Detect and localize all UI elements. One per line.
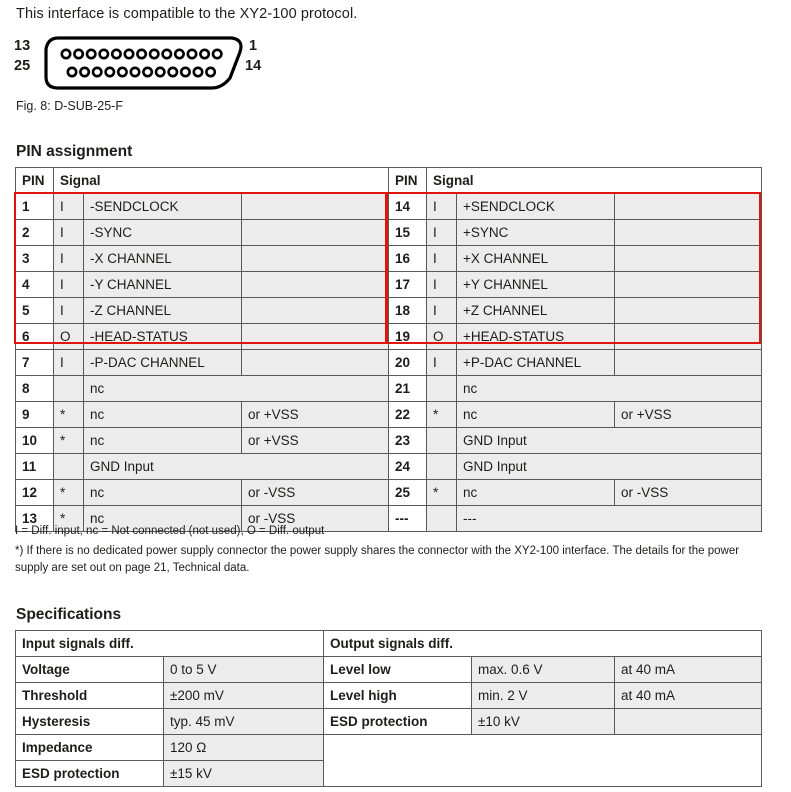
signal-name-right: +P-DAC CHANNEL — [457, 350, 615, 376]
pin-number-left: 6 — [16, 324, 54, 350]
signal-direction-left — [54, 376, 84, 402]
footnote-legend: I = Diff. input, nc = Not connected (not used), O = Diff. output — [15, 525, 325, 537]
signal-alternate-right — [615, 246, 762, 272]
signal-direction-left: I — [54, 350, 84, 376]
pin-table-row — [16, 246, 762, 272]
pin-table-row — [16, 376, 762, 402]
signal-direction-right — [427, 376, 457, 402]
spec-input-value: 0 to 5 V — [164, 657, 324, 683]
spec-table-row — [16, 735, 762, 761]
signal-name-right: GND Input — [457, 428, 762, 454]
connector-label-top-left: 13 — [14, 38, 31, 54]
signal-direction-left: * — [54, 402, 84, 428]
pin-table-header-row — [16, 168, 762, 194]
pin-number-right: 22 — [389, 402, 427, 428]
signal-alternate-right — [615, 220, 762, 246]
spec-output-label: Level high — [324, 683, 472, 709]
spec-input-label: Hysteresis — [16, 709, 164, 735]
spec-output-value: min. 2 V — [472, 683, 615, 709]
spec-output-empty — [324, 735, 762, 761]
pin-number-left: 9 — [16, 402, 54, 428]
pin-table-row — [16, 194, 762, 220]
pin-number-right: 25 — [389, 480, 427, 506]
signal-direction-left — [54, 454, 84, 480]
signal-name-left: nc — [84, 402, 242, 428]
signal-alternate-right — [615, 324, 762, 350]
signal-direction-right: I — [427, 272, 457, 298]
signal-direction-left: * — [54, 506, 84, 532]
signal-name-left: nc — [84, 428, 242, 454]
signal-alternate-left: or -VSS — [242, 480, 389, 506]
pin-table-row — [16, 428, 762, 454]
pin-table-row — [16, 298, 762, 324]
signal-alternate-right — [615, 194, 762, 220]
signal-alternate-right: or +VSS — [615, 402, 762, 428]
spec-input-label: Threshold — [16, 683, 164, 709]
pin-number-left: 2 — [16, 220, 54, 246]
signal-name-left: nc — [84, 506, 242, 532]
connector-label-bottom-right: 14 — [245, 58, 262, 74]
signal-direction-left: * — [54, 480, 84, 506]
header-signal-left: Signal — [54, 168, 389, 194]
pin-number-left: 13 — [16, 506, 54, 532]
signal-name-left: -SENDCLOCK — [84, 194, 242, 220]
signal-name-right: GND Input — [457, 454, 762, 480]
header-pin-left: PIN — [16, 168, 54, 194]
signal-alternate-left — [242, 194, 389, 220]
signal-name-left: -SYNC — [84, 220, 242, 246]
pin-table-row — [16, 324, 762, 350]
pin-number-right: 14 — [389, 194, 427, 220]
spec-input-value: ±15 kV — [164, 761, 324, 787]
output-group-header: Output signals diff. — [324, 631, 762, 657]
dsub-connector-figure — [14, 36, 274, 94]
signal-name-right: --- — [457, 506, 762, 532]
pin-assignment-table — [15, 167, 762, 532]
signal-alternate-left: or -VSS — [242, 506, 389, 532]
pin-assignment-heading: PIN assignment — [16, 143, 133, 160]
connector-label-top-right: 1 — [249, 38, 258, 54]
footnote-power-supply: *) If there is no dedicated power supply connector the power supply shares the connector with the XY2-100 interface. The details for the power supply are set out on page 21, Technical data. — [15, 545, 740, 574]
pin-table-row — [16, 272, 762, 298]
signal-direction-right: I — [427, 350, 457, 376]
signal-direction-left: I — [54, 194, 84, 220]
spec-output-label: ESD protection — [324, 709, 472, 735]
spec-output-condition: at 40 mA — [615, 683, 762, 709]
connector-label-bottom-left: 25 — [14, 58, 31, 74]
signal-alternate-left: or +VSS — [242, 428, 389, 454]
signal-alternate-right — [615, 350, 762, 376]
signal-alternate-left — [242, 272, 389, 298]
specifications-table — [15, 630, 762, 787]
signal-alternate-right — [615, 298, 762, 324]
dsub-connector-icon — [44, 35, 244, 91]
signal-alternate-right — [615, 272, 762, 298]
pin-number-right: 15 — [389, 220, 427, 246]
pin-table-row — [16, 220, 762, 246]
pin-number-left: 10 — [16, 428, 54, 454]
spec-table-row — [16, 709, 762, 735]
figure-caption: Fig. 8: D-SUB-25-F — [16, 99, 123, 113]
header-pin-right: PIN — [389, 168, 427, 194]
signal-name-left: -HEAD-STATUS — [84, 324, 242, 350]
pin-number-right: 21 — [389, 376, 427, 402]
signal-name-left: -X CHANNEL — [84, 246, 242, 272]
spec-table-row — [16, 683, 762, 709]
spec-input-value: typ. 45 mV — [164, 709, 324, 735]
signal-direction-right: I — [427, 246, 457, 272]
signal-direction-right — [427, 454, 457, 480]
signal-direction-right: I — [427, 194, 457, 220]
signal-direction-left: O — [54, 324, 84, 350]
signal-name-right: +Y CHANNEL — [457, 272, 615, 298]
signal-name-left: nc — [84, 480, 242, 506]
signal-direction-right: * — [427, 480, 457, 506]
signal-name-left: nc — [84, 376, 389, 402]
pin-number-right: 17 — [389, 272, 427, 298]
signal-name-right: +X CHANNEL — [457, 246, 615, 272]
signal-direction-right: I — [427, 298, 457, 324]
pin-table-row — [16, 454, 762, 480]
signal-name-right: nc — [457, 402, 615, 428]
signal-direction-right: I — [427, 220, 457, 246]
signal-alternate-right: or -VSS — [615, 480, 762, 506]
spec-output-condition — [615, 709, 762, 735]
signal-direction-left: I — [54, 272, 84, 298]
pin-table-row — [16, 350, 762, 376]
intro-paragraph: This interface is compatible to the XY2-100 protocol. — [16, 6, 358, 22]
pin-number-right: 20 — [389, 350, 427, 376]
pin-number-left: 5 — [16, 298, 54, 324]
signal-name-right: +SENDCLOCK — [457, 194, 615, 220]
signal-direction-left: I — [54, 220, 84, 246]
spec-input-label: Impedance — [16, 735, 164, 761]
signal-alternate-left: or +VSS — [242, 402, 389, 428]
pin-number-left: 7 — [16, 350, 54, 376]
spec-output-condition: at 40 mA — [615, 657, 762, 683]
spec-input-value: ±200 mV — [164, 683, 324, 709]
header-signal-right: Signal — [427, 168, 762, 194]
spec-output-value: max. 0.6 V — [472, 657, 615, 683]
signal-name-left: -Z CHANNEL — [84, 298, 242, 324]
pin-number-left: 4 — [16, 272, 54, 298]
spec-input-label: Voltage — [16, 657, 164, 683]
signal-name-right: +SYNC — [457, 220, 615, 246]
spec-output-empty — [324, 761, 762, 787]
signal-direction-right — [427, 506, 457, 532]
spec-input-value: 120 Ω — [164, 735, 324, 761]
signal-name-left: -Y CHANNEL — [84, 272, 242, 298]
pin-number-left: 3 — [16, 246, 54, 272]
signal-direction-right — [427, 428, 457, 454]
signal-alternate-left — [242, 246, 389, 272]
pin-table-row — [16, 480, 762, 506]
signal-name-left: GND Input — [84, 454, 389, 480]
signal-alternate-left — [242, 324, 389, 350]
signal-direction-right: O — [427, 324, 457, 350]
pin-number-right: 18 — [389, 298, 427, 324]
spec-group-header-row — [16, 631, 762, 657]
pin-number-right: 23 — [389, 428, 427, 454]
signal-name-left: -P-DAC CHANNEL — [84, 350, 242, 376]
signal-name-right: +Z CHANNEL — [457, 298, 615, 324]
spec-input-label: ESD protection — [16, 761, 164, 787]
signal-direction-left: I — [54, 246, 84, 272]
pin-number-left: 1 — [16, 194, 54, 220]
signal-alternate-left — [242, 298, 389, 324]
pin-number-left: 12 — [16, 480, 54, 506]
pin-number-right: 16 — [389, 246, 427, 272]
spec-output-value: ±10 kV — [472, 709, 615, 735]
spec-output-label: Level low — [324, 657, 472, 683]
signal-alternate-left — [242, 220, 389, 246]
spec-table-row — [16, 657, 762, 683]
input-group-header: Input signals diff. — [16, 631, 324, 657]
signal-direction-left: I — [54, 298, 84, 324]
signal-direction-left: * — [54, 428, 84, 454]
pin-number-right: 24 — [389, 454, 427, 480]
pin-number-right: 19 — [389, 324, 427, 350]
signal-name-right: +HEAD-STATUS — [457, 324, 615, 350]
spec-table-row — [16, 761, 762, 787]
specifications-heading: Specifications — [16, 606, 122, 623]
pin-number-left: 11 — [16, 454, 54, 480]
pin-number-left: 8 — [16, 376, 54, 402]
pin-table-row — [16, 402, 762, 428]
signal-name-right: nc — [457, 376, 762, 402]
signal-direction-right: * — [427, 402, 457, 428]
signal-alternate-left — [242, 350, 389, 376]
signal-name-right: nc — [457, 480, 615, 506]
pin-number-right: --- — [389, 506, 427, 532]
